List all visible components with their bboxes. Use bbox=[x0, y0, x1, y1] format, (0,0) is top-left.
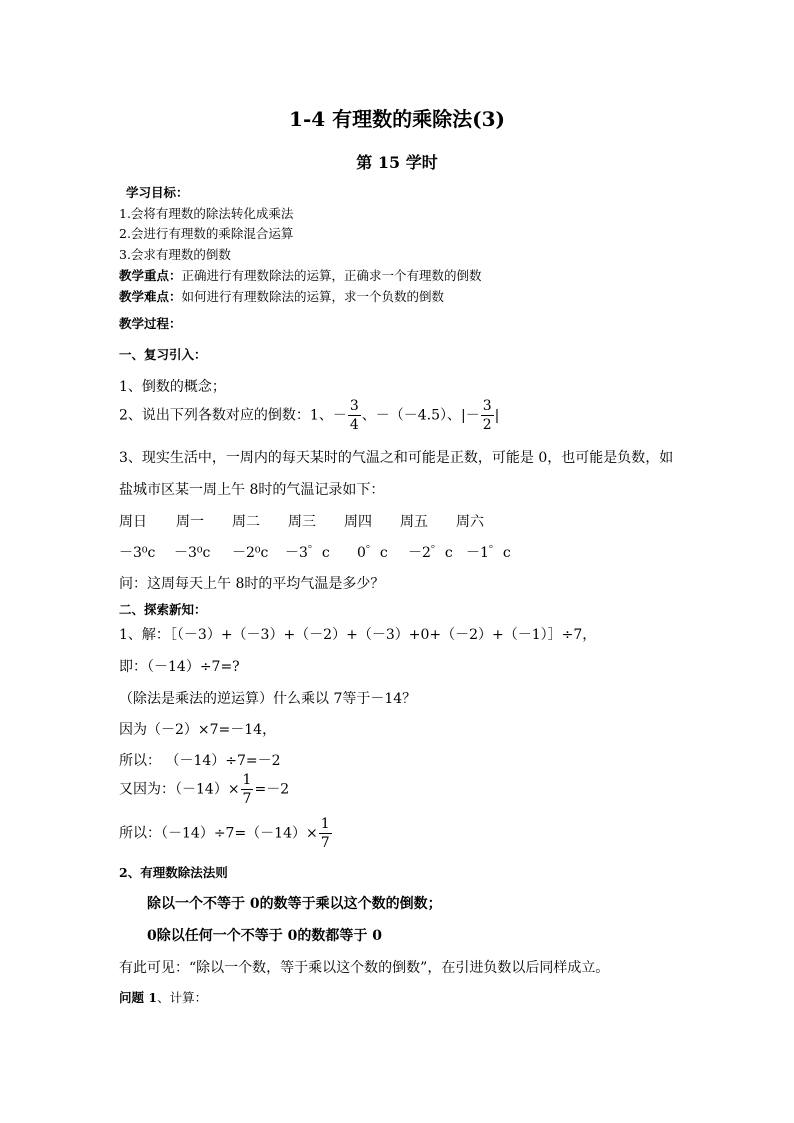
temp-sun: －3⁰c bbox=[119, 545, 156, 561]
weekday-mon: 周一 bbox=[176, 514, 204, 530]
weekday-tue: 周二 bbox=[232, 514, 260, 530]
goals-heading: 学习目标： bbox=[126, 185, 189, 200]
review-item-1: 1、倒数的概念； bbox=[119, 379, 226, 395]
explore-line-7 bbox=[119, 817, 333, 850]
explore-line-6-suffix: =－2 bbox=[254, 781, 290, 798]
temp-mon: －3⁰c bbox=[174, 545, 211, 561]
difficulty bbox=[119, 287, 444, 305]
explore-line-2: 即：（－14）÷7=? bbox=[119, 659, 240, 675]
explore-line-1: 1、解：［（－3）+（－3）+（－2）+（－3）+0+（－2）+（－1）］÷7， bbox=[119, 627, 597, 643]
fraction-three-quarters: $\frac{3}{4}$ bbox=[349, 398, 359, 433]
problem-1-text: 、计算： bbox=[157, 990, 208, 1005]
explore-line-6 bbox=[119, 773, 289, 806]
temp-tue: －2⁰c bbox=[232, 545, 269, 561]
review-heading: 一、复习引入： bbox=[119, 347, 207, 362]
temp-wed: －3゜c bbox=[285, 545, 330, 561]
weekday-sat: 周六 bbox=[456, 514, 484, 530]
key-point-label: 教学重点： bbox=[119, 268, 182, 283]
temp-thu: 0゜c bbox=[357, 545, 388, 561]
key-point-text: 正确进行有理数除法的运算，正确求一个有理数的倒数 bbox=[181, 268, 482, 283]
temp-fri: －2゜c bbox=[408, 545, 453, 561]
review-question: 问：这周每天上午 8时的平均气温是多少？ bbox=[119, 576, 385, 592]
goal-item-3: 3.会求有理数的倒数 bbox=[119, 247, 231, 262]
review-item-2-suffix: | bbox=[494, 407, 500, 424]
review-item-3-line-2: 盐城市区某一周上午 8时的气温记录如下： bbox=[119, 482, 385, 498]
explore-line-3: （除法是乘法的逆运算）什么乘以 7等于－14？ bbox=[119, 691, 417, 707]
weekday-thu: 周四 bbox=[344, 514, 372, 530]
goal-item-2: 2.会进行有理数的乘除混合运算 bbox=[119, 226, 294, 241]
difficulty-label: 教学难点： bbox=[119, 289, 182, 304]
conclusion-text: 有此可见：“除以一个数，等于乘以这个数的倒数”，在引进负数以后同样成立。 bbox=[119, 960, 610, 976]
fraction-one-seventh-a: $\frac{1}{7}$ bbox=[242, 772, 252, 807]
problem-1-label: 问题 1 bbox=[119, 990, 158, 1005]
explore-line-6-prefix: 又因为：（－14）× bbox=[119, 781, 240, 798]
division-rule-1: 除以一个不等于 0的数等于乘以这个数的倒数； bbox=[147, 896, 442, 912]
division-rule-heading: 2、有理数除法法则 bbox=[119, 865, 228, 880]
explore-line-7-prefix: 所以：（－14）÷7=（－14）× bbox=[119, 825, 318, 842]
fraction-one-seventh-b: $\frac{1}{7}$ bbox=[320, 816, 330, 851]
process-heading: 教学过程： bbox=[119, 316, 182, 331]
explore-line-4: 因为（－2）×7=－14， bbox=[119, 722, 277, 738]
explore-line-5: 所以： （－14）÷7=－2 bbox=[119, 753, 281, 769]
difficulty-text: 如何进行有理数除法的运算，求一个负数的倒数 bbox=[181, 289, 445, 304]
review-item-2-mid: 、－（－4.5）、|－ bbox=[361, 407, 480, 424]
problem-1 bbox=[119, 988, 207, 1006]
page-title: 1-4 有理数的乘除法(3) bbox=[289, 107, 505, 131]
temp-sat: －1゜c bbox=[466, 545, 511, 561]
review-item-3-line-1: 3、现实生活中，一周内的每天某时的气温之和可能是正数，可能是 0，也可能是负数，如 bbox=[119, 450, 674, 466]
explore-heading: 二、探索新知： bbox=[119, 602, 207, 617]
weekday-wed: 周三 bbox=[288, 514, 316, 530]
page-subtitle: 第 15 学时 bbox=[356, 153, 438, 172]
weekday-sun: 周日 bbox=[119, 514, 147, 530]
review-item-2-prefix: 2、说出下列各数对应的倒数：1、－ bbox=[119, 407, 347, 424]
key-point bbox=[119, 266, 482, 284]
goal-item-1: 1.会将有理数的除法转化成乘法 bbox=[119, 206, 294, 221]
division-rule-2: 0除以任何一个不等于 0的数都等于 0 bbox=[147, 928, 382, 944]
review-item-2 bbox=[119, 399, 499, 432]
weekday-fri: 周五 bbox=[400, 514, 428, 530]
fraction-three-halves: $\frac{3}{2}$ bbox=[482, 398, 492, 433]
